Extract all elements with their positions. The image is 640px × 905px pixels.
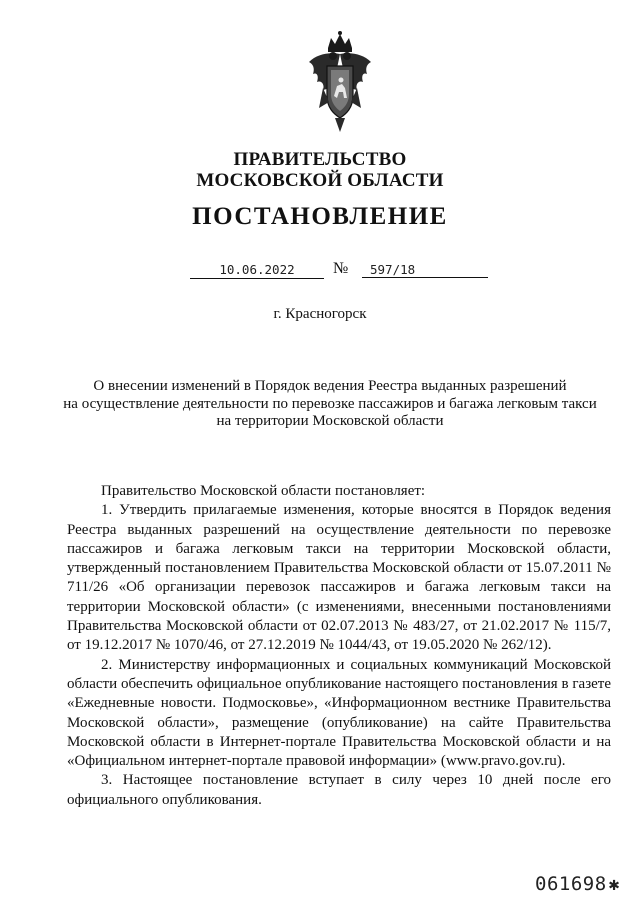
city-name: г. Красногорск <box>273 306 367 322</box>
document-serial-code <box>535 873 620 895</box>
document-type-title: ПОСТАНОВЛЕНИЕ <box>192 203 448 230</box>
serial-number: 061698 <box>535 873 607 895</box>
coat-of-arms-emblem <box>301 28 379 138</box>
body-paragraph-2: 2. Министерству информационных и социальных коммуникаций Московской области обеспечить официальное опубликование настоящего постановления в газете «Ежедневные новости. Подмосковье», «Информационном вестнике Правительства Московской области», размещение (опубликование) на сайте Правительства Московской области в Интернет-портале Правительства Московской области и на «Официальном интернет-портале правовой информации» (www.pravo.gov.ru). <box>67 656 611 770</box>
body-paragraph-1: 1. Утвердить прилагаемые изменения, которые вносятся в Порядок ведения Реестра выданных разрешений на осуществление деятельности по перевозке пассажиров и багажа легковым такси на территории Московской области, утвержденный постановлением Правительства Московской области от 15.07.2011 № 711/26 «Об организации перевозок пассажиров и багажа легковым такси на территории Московской области» (с изменениями, внесенными постановлениями Правительства Московской области от 02.07.2013 № 483/27, от 21.02.2017 № 115/7, от 19.12.2017 № 1070/46, от 27.12.2019 № 1044/43, от 19.05.2020 № 262/12). <box>67 502 611 654</box>
number-sign: № <box>333 260 349 277</box>
subject-line: О внесении изменений в Порядок ведения Реестра выданных разрешений <box>93 378 567 394</box>
document-body <box>67 482 611 810</box>
document-number: 597/18 <box>362 262 488 278</box>
asterisk-mark: ✱ <box>608 874 620 895</box>
subject-line: на осуществление деятельности по перевозке пассажиров и багажа легковым такси <box>63 395 597 412</box>
body-paragraph-3: 3. Настоящее постановление вступает в силу через 10 дней после его официального опубликования. <box>67 772 611 808</box>
document-date: 10.06.2022 <box>190 262 324 279</box>
body-intro: Правительство Московской области постановляет: <box>101 483 426 499</box>
document-subject <box>60 378 600 431</box>
subject-line: на территории Московской области <box>216 413 444 429</box>
organization-name-line1: ПРАВИТЕЛЬСТВО <box>233 149 407 170</box>
organization-name-line2: МОСКОВСКОЙ ОБЛАСТИ <box>196 170 444 191</box>
